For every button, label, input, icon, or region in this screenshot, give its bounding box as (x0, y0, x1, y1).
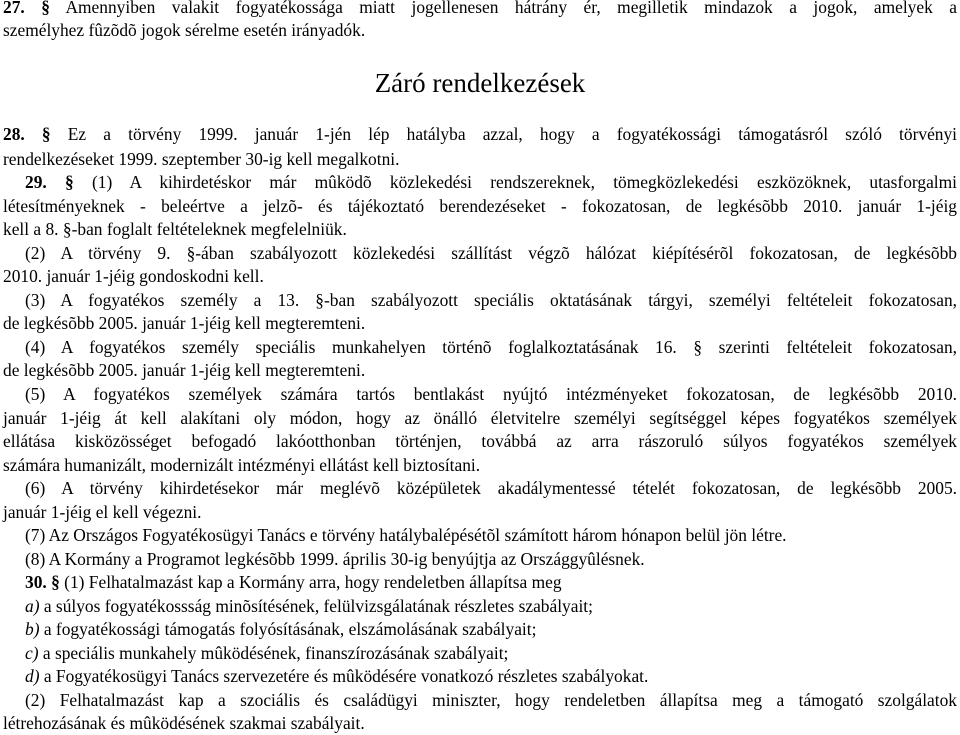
section-28-line-2: rendelkezéseket 1999. szeptember 30-ig kell megalkotni. (3, 149, 400, 169)
section-29-7: (7) Az Országos Fogyatékosügyi Tanács e törvény hatálybalépésétõl számított három hónapon belül jön létre. (25, 525, 787, 545)
section-29-6-line-2: január 1-jéig el kell végezni. (3, 502, 202, 522)
section-29-2-line-2: 2010. január 1-jéig gondoskodni kell. (3, 266, 264, 286)
section-sign: § (41, 124, 51, 144)
section-29-line-2: létesítményeknek - beleértve a jelzõ- és tájékoztató berendezéseket - fokozatosan, de legkésõbb 2010. január 1-jéig (3, 196, 957, 216)
section-29-5-line-3: ellátása kisközösséget befogadó lakóotthonban történjen, továbbá az arra rászoruló súlyos fogyatékos személyek (3, 431, 957, 451)
section-29-6-line-1: (6) A törvény kihirdetésekor már meglévõ középületek akadálymentessé tételét fokozatosan, de legkésõbb 2005. (25, 478, 957, 498)
section-29-line-3: kell a 8. §-ban foglalt feltételeknek megfelelniük. (3, 219, 347, 239)
section-number: 30. (25, 572, 47, 592)
section-heading: Záró rendelkezések (374, 68, 586, 98)
section-27-line-1: 27. § Amennyiben valakit fogyatékossága miatt jogellenesen hátrány ér, megilletik mindazok a jogok, amelyek a (3, 0, 957, 19)
section-sign: § (65, 172, 74, 192)
section-30-line-1: 30. § (1) Felhatalmazást kap a Kormány arra, hogy rendeletben állapítsa meg (25, 572, 562, 592)
section-number: 29. (25, 172, 47, 192)
list-item-a: a) a súlyos fogyatékossság minõsítésének, felülvizsgálatának részletes szabályait; (25, 596, 593, 616)
section-29-4-line-1: (4) A fogyatékos személy speciális munkahelyen történõ foglalkoztatásának 16. § szerinti feltételeit fokozatosan, (25, 337, 957, 357)
section-29-5-line-1: (5) A fogyatékos személyek számára tartós bentlakást nyújtó intézményeket fokozatosan, de legkésõbb 2010. (25, 384, 957, 404)
section-28-line-1: 28. § Ez a törvény 1999. január 1-jén lép hatályba azzal, hogy a fogyatékossági támogatásról szóló törvényi (3, 124, 958, 144)
section-29-5-line-4: számára humanizált, modernizált intézményi ellátást kell biztosítani. (3, 455, 481, 475)
section-30-2-line-2: létrehozásának és mûködésének szakmai szabályait. (3, 713, 365, 733)
section-29-3-line-2: de legkésõbb 2005. január 1-jéig kell megteremteni. (3, 313, 366, 333)
section-30-2-line-1: (2) Felhatalmazást kap a szociális és családügyi miniszter, hogy rendeletben állapítsa meg a támogató szolgálatok (25, 690, 957, 710)
section-sign: § (41, 0, 50, 17)
list-item-d: d) a Fogyatékosügyi Tanács szervezetére és mûködésére vonatkozó részletes szabályokat. (25, 666, 649, 686)
section-29-5-line-2: január 1-jéig át kell alakítani oly módon, hogy az önálló életvitelre személyi segítséggel képes fogyatékos személyek (3, 408, 957, 428)
section-29-line-1: 29. § (1) A kihirdetéskor már mûködõ közlekedési rendszereknek, tömegközlekedési eszközöknek, utasforgalmi (25, 172, 957, 192)
section-29-2-line-1: (2) A törvény 9. §-ában szabályozott közlekedési szállítást végzõ hálózat kiépítésérõl fokozatosan, de legkésõbb (25, 243, 957, 263)
list-marker: d) (25, 666, 40, 686)
section-29-8: (8) A Kormány a Programot legkésõbb 1999. április 30-ig benyújtja az Országgyûlésnek. (25, 549, 645, 569)
section-number: 27. (3, 0, 25, 17)
section-29-3-line-1: (3) A fogyatékos személy a 13. §-ban szabályozott speciális oktatásának tárgyi, személyi feltételeit fokozatosan, (25, 290, 957, 310)
list-marker: b) (25, 619, 40, 639)
section-27-line-2: személyhez fûzõdõ jogok sérelme esetén irányadók. (3, 20, 366, 40)
section-sign: § (51, 572, 60, 592)
section-number: 28. (3, 124, 25, 144)
list-marker: c) (25, 643, 39, 663)
section-29-4-line-2: de legkésõbb 2005. január 1-jéig kell megteremteni. (3, 360, 366, 380)
list-item-b: b) a fogyatékossági támogatás folyósításának, elszámolásának szabályait; (25, 619, 537, 639)
list-marker: a) (25, 596, 40, 616)
list-item-c: c) a speciális munkahely mûködésének, finanszírozásának szabályait; (25, 643, 509, 663)
